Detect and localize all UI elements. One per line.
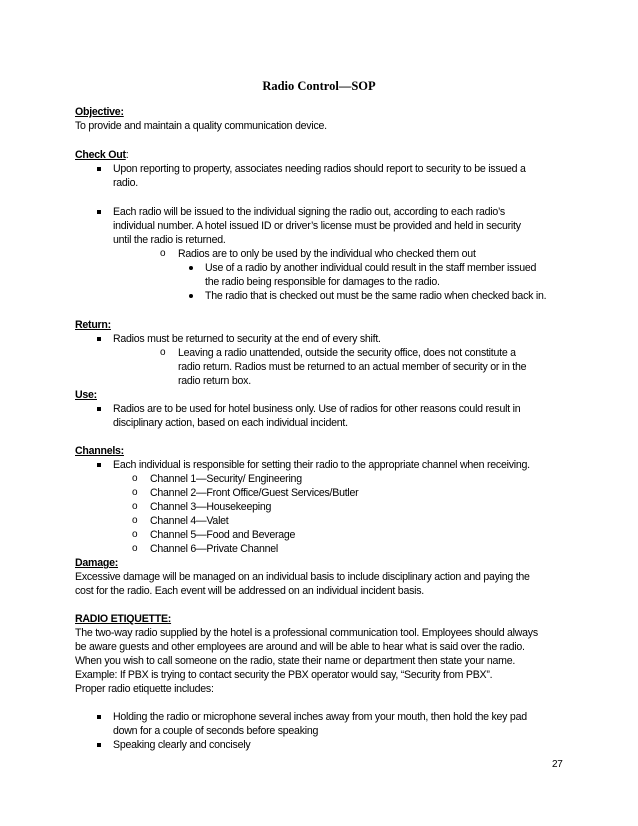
page-title: Radio Control—SOP (262, 79, 376, 93)
etiquette-line-5: Proper radio etiquette includes: (75, 683, 214, 695)
damage-line-2: cost for the radio. Each event will be addressed on an individual incident basis. (75, 585, 424, 597)
bullet-square-icon (97, 463, 101, 467)
etiquette-line-2: be aware guests and other employees are around and will be able to hear what is said over the radio. (75, 641, 525, 653)
checkout-colon: : (125, 149, 129, 161)
use-bullet-line-1: Radios are to be used for hotel business only. Use of radios for other reasons could result in (113, 403, 521, 415)
checkout-dot-2: The radio that is checked out must be the same radio when checked back in. (205, 290, 547, 302)
etiquette-line-3: When you wish to call someone on the radio, state their name or department then state your name. (75, 655, 516, 667)
channels-heading: Channels: (75, 445, 124, 457)
etiquette-line-4: Example: If PBX is trying to contact security the PBX operator would say, “Security from PBX”. (75, 669, 493, 681)
use-bullet-line-2: disciplinary action, based on each individual incident. (113, 417, 348, 429)
channels-bullet-1: Each individual is responsible for setting their radio to the appropriate channel when receiving. (113, 459, 530, 471)
channel-item: Channel 6—Private Channel (150, 543, 279, 555)
bullet-circle-icon: o (160, 347, 166, 358)
etiquette-bullet-1-line-1: Holding the radio or microphone several inches away from your mouth, then hold the key pad (113, 711, 527, 723)
bullet-square-icon (97, 743, 101, 747)
bullet-circle-icon: o (132, 543, 138, 554)
damage-heading: Damage: (75, 557, 118, 569)
bullet-circle-icon: o (160, 248, 166, 259)
bullet-square-icon (97, 337, 101, 341)
checkout-heading: Check Out (75, 149, 126, 161)
page-number: 27 (552, 759, 563, 770)
etiquette-bullet-2: Speaking clearly and concisely (113, 739, 251, 751)
channel-item: Channel 1—Security/ Engineering (150, 473, 302, 485)
checkout-dot-1-line-2: the radio being responsible for damages to the radio. (205, 276, 440, 288)
bullet-circle-icon: o (132, 515, 138, 526)
checkout-dot-1-line-1: Use of a radio by another individual could result in the staff member issued (205, 262, 537, 274)
bullet-circle-icon: o (132, 473, 138, 484)
damage-line-1: Excessive damage will be managed on an individual basis to include disciplinary action and paying the (75, 571, 530, 583)
return-sub-line-2: radio return. Radios must be returned to an actual member of security or in the (178, 361, 527, 373)
bullet-circle-icon: o (132, 501, 138, 512)
etiquette-bullet-1-line-2: down for a couple of seconds before speaking (113, 725, 319, 737)
etiquette-line-1: The two-way radio supplied by the hotel is a professional communication tool. Employees should always (75, 627, 538, 639)
return-bullet-1: Radios must be returned to security at the end of every shift. (113, 333, 381, 345)
use-heading: Use: (75, 389, 97, 401)
bullet-circle-icon: o (132, 529, 138, 540)
bullet-square-icon (97, 167, 101, 171)
etiquette-heading: RADIO ETIQUETTE: (75, 613, 172, 625)
bullet-dot-icon (189, 294, 193, 298)
checkout-bullet-2-line-2: individual number. A hotel issued ID or driver’s license must be provided and held in security (113, 220, 521, 232)
checkout-sub-bullet: Radios are to only be used by the individual who checked them out (178, 248, 476, 260)
bullet-circle-icon: o (132, 487, 138, 498)
channel-item: Channel 5—Food and Beverage (150, 529, 296, 541)
return-heading: Return: (75, 319, 111, 331)
checkout-bullet-1-line-2: radio. (113, 177, 138, 189)
objective-text: To provide and maintain a quality communication device. (75, 120, 327, 132)
bullet-square-icon (97, 407, 101, 411)
bullet-dot-icon (189, 266, 193, 270)
return-sub-line-3: radio return box. (178, 375, 251, 387)
checkout-bullet-1-line-1: Upon reporting to property, associates needing radios should report to security to be issued a (113, 163, 526, 175)
channel-item: Channel 2—Front Office/Guest Services/Butler (150, 487, 359, 499)
checkout-bullet-2-line-3: until the radio is returned. (113, 234, 226, 246)
objective-heading: Objective: (75, 106, 124, 118)
channel-item: Channel 3—Housekeeping (150, 501, 272, 513)
checkout-bullet-2-line-1: Each radio will be issued to the individual signing the radio out, according to each radio’s (113, 206, 505, 218)
checkout-heading-line (75, 148, 128, 162)
return-sub-line-1: Leaving a radio unattended, outside the security office, does not constitute a (178, 347, 516, 359)
channel-item: Channel 4—Valet (150, 515, 229, 527)
bullet-square-icon (97, 210, 101, 214)
bullet-square-icon (97, 715, 101, 719)
